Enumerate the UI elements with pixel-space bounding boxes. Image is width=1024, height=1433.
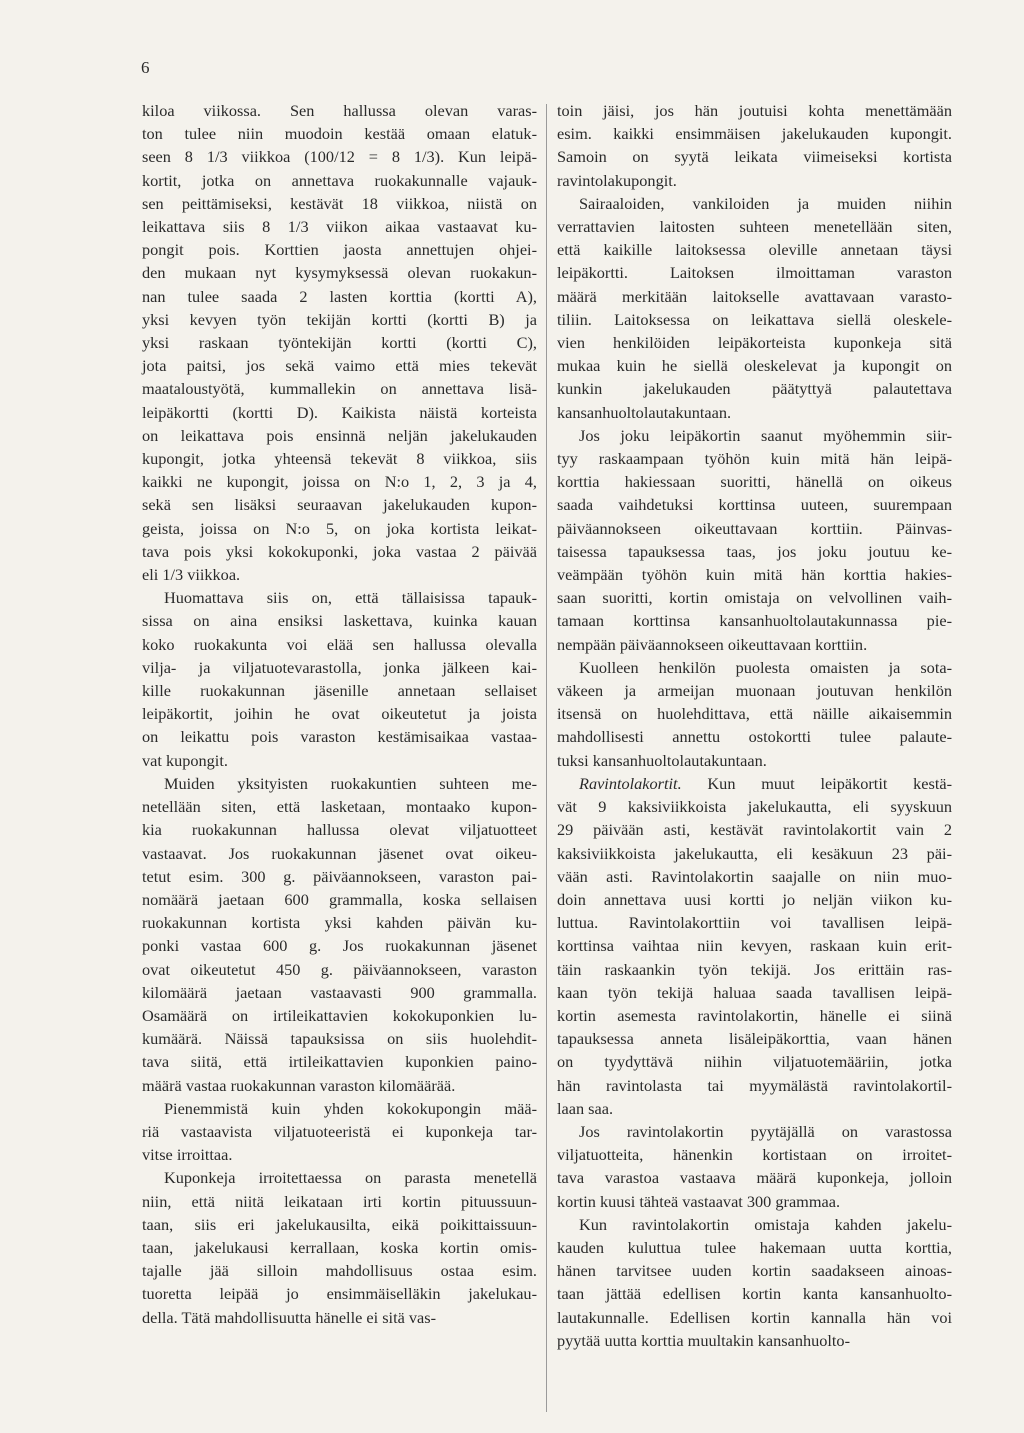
text-line: vään asti. Ravintolakortin saajalle on niin muo- (557, 866, 952, 886)
text-line: Jos joku leipäkortin saanut myöhemmin siir- (579, 425, 952, 445)
text-line: Kuponkeja irroitettaessa on parasta menetellä (164, 1168, 537, 1188)
text-line: tava pois yksi kokokuponki, joka vastaa 2 päivää (142, 541, 537, 561)
text-line: luttua. Ravintolakorttiin voi tavallisen leipä- (557, 913, 952, 933)
text-line: verrattavien laitosten suhteen menetellään siten, (557, 217, 952, 237)
text-line: kaikki ne kupongit, joissa on N:o 1, 2, 3 ja 4, (142, 472, 537, 492)
text-line: leipäkortti (kortti D). Kaikista näistä korteista (142, 402, 537, 422)
text-line: veämpään työhön kuin mitä hän korttia hakies- (557, 565, 952, 585)
text-line: tetut esim. 300 g. päiväannokseen, varaston pai- (142, 866, 537, 886)
text-line: koko ruokakunta voi elää sen hallussa olevalla (142, 634, 537, 654)
paragraph (557, 99, 952, 192)
text-line: mukaa kuin he siellä oleskelevat ja kupongit on (557, 356, 952, 376)
text-line: vilja- ja viljatuotevarastolla, jonka jälkeen kai- (142, 657, 537, 677)
text-line: taan jättää edellisen kortin kanta kansanhuolto- (557, 1284, 952, 1304)
text-line: jota paitsi, jos sekä vaimo että mies tekevät (142, 356, 537, 376)
paragraph (557, 772, 952, 1120)
text-line: vat kupongit. (142, 750, 228, 770)
left-column (142, 99, 537, 1329)
text-line: korttia hakiessaan suoritti, hänellä on oikeus (557, 472, 952, 492)
text-line: leipäkortit, joihin he ovat oikeutetut ja joista (142, 704, 537, 724)
text-line: kunkin jakelukauden päätyttyä palautettava (557, 379, 952, 399)
text-line: korttinsa vaihtaa niin kevyen, raskaan kuin erit- (557, 936, 952, 956)
text-line: vitse irroittaa. (142, 1145, 233, 1165)
text-line: yksi raskaan työntekijän kortti (kortti C), (142, 333, 537, 353)
text-line: tyy raskaampaan työhön kuin mitä hän leipä- (557, 449, 952, 469)
text-line: lautakunnalle. Edellisen kortin kannalla hän voi (557, 1307, 952, 1327)
paragraph (142, 586, 537, 772)
paragraph (557, 1213, 952, 1352)
text-line: taan, siis eri jakelukausilta, eikä poikittaissuun- (142, 1214, 537, 1234)
text-line: kiloa viikossa. Sen hallussa olevan varas- (142, 101, 537, 120)
text-line: täin raskaankin työn tekijä. Jos erittäin ras- (557, 959, 952, 979)
paragraph (557, 1120, 952, 1213)
text-line: vien henkilöiden leipäkorteista kuponkeja sitä (557, 333, 952, 353)
text-line: eli 1/3 viikkoa. (142, 565, 241, 585)
text-line: tava siitä, että irtileikattavien kuponkien paino- (142, 1052, 537, 1072)
text-line: sissa on aina ensiksi laskettava, kuinka kauan (142, 611, 537, 631)
text-line: kumäärä. Näissä tapauksissa on siis huolehdit- (142, 1029, 537, 1049)
text-line: väkeen ja armeijan muonaan joutuvan henkilön (557, 681, 952, 701)
text-line: den mukaan nyt kysymyksessä olevan ruokakun- (142, 263, 537, 283)
right-column (557, 99, 952, 1352)
column-divider (546, 104, 547, 1412)
text-line: kia ruokakunnan hallussa olevat viljatuotteet (142, 820, 537, 840)
text-line: ovat oikeutetut 450 g. päiväannokseen, varaston (142, 959, 537, 979)
paragraph (557, 656, 952, 772)
text-line: on tyydyttävä niihin viljatuotemääriin, jotka (557, 1052, 952, 1072)
text-line: kauden kuluttua tulee hakemaan uutta korttia, (557, 1237, 952, 1257)
paragraph (142, 772, 537, 1097)
paragraph (557, 424, 952, 656)
text-line: määrä merkitään laitokselle avattavaan varasto- (557, 286, 952, 306)
text-line: vastaavat. Jos ruokakunnan jäsenet ovat oikeu- (142, 843, 537, 863)
text-line: leikattava siis 8 1/3 viikon aikaa vastaavat ku- (142, 217, 537, 237)
text-line: kortin asemesta ravintolakortin, hänelle ei siinä (557, 1005, 952, 1025)
text-line: tuksi kansanhuoltolautakuntaan. (557, 750, 767, 770)
paragraph (557, 192, 952, 424)
paragraph (142, 99, 537, 586)
text-line: Sairaaloiden, vankiloiden ja muiden niihin (579, 193, 952, 213)
text-line: tuoretta leipää jo ensimmäiselläkin jakelukau- (142, 1284, 537, 1304)
text-line: Samoin on syytä leikata viimeiseksi kortista (557, 147, 952, 167)
text-line: saan suoritti, kortin omistaja on velvollinen vaih- (557, 588, 952, 608)
text-line: saada vaihdetuksi korttinsa uuteen, suurempaan (557, 495, 952, 515)
text-line: toin jäisi, jos hän joutuisi kohta menettämään (557, 101, 952, 120)
text-line: taan, jakelukausi kerrallaan, koska kortin omis- (142, 1237, 537, 1257)
text-line: tapauksessa anneta lisäleipäkorttia, vaan hänen (557, 1029, 952, 1049)
text-line: hänen tarvitsee uuden kortin saadakseen ainoas- (557, 1261, 952, 1281)
text-line: ravintolakupongit. (557, 170, 677, 190)
text-line: päiväannokseen oikeuttavaan korttiin. Päinvas- (557, 518, 952, 538)
text-line: Muiden yksityisten ruokakuntien suhteen me- (164, 773, 537, 793)
text-line: tajalle jää silloin mahdollisuus ostaa esim. (142, 1261, 537, 1281)
text-line: ruokakunnan kortista yksi kahden päivän ku- (142, 913, 537, 933)
text-line: leipäkortti. Laitoksen ilmoittaman varaston (557, 263, 952, 283)
text-line: nomäärä jaetaan 600 grammalla, koska sellaisen (142, 889, 537, 909)
text-line: kaan työn tekijä haluaa saada tavallisen leipä- (557, 982, 952, 1002)
text-line: tamaan korttinsa kansanhuoltolautakunnassa pie- (557, 611, 952, 631)
text-line: ton tulee niin muodoin kestää omaan elatuk- (142, 124, 537, 144)
text-line: nan tulee saada 2 lasten korttia (kortti A), (142, 286, 537, 306)
text-line: Kuolleen henkilön puolesta omaisten ja sota- (579, 657, 952, 677)
text-line: pongit pois. Korttien jaosta annettujen ohjei- (142, 240, 537, 260)
text-line: riä vastaavista viljatuoteeristä ei kuponkeja tar- (142, 1121, 537, 1141)
text-line: yksi kevyen työn tekijän kortti (kortti B) ja (142, 309, 537, 329)
page-number: 6 (141, 58, 150, 77)
section-heading: Ravintolakortit. (579, 773, 682, 793)
text-line: itsensä on huolehdittava, että näille aikaisemmin (557, 704, 952, 724)
text-line: taisessa tapauksessa taas, jos joku joutuu ke- (557, 541, 952, 561)
text-line: esim. kaikki ensimmäisen jakelukauden kupongit. (557, 124, 952, 144)
text-line: mahdollisesti annettu ostokortti tulee palaute- (557, 727, 952, 747)
text-line: pyytää uutta korttia muultakin kansanhuolto- (557, 1330, 850, 1350)
text-line: niin, että niitä leikataan irti kortin pituussuun- (142, 1191, 537, 1211)
text-line: kilomäärä jaetaan vastaavasti 900 grammalla. (142, 982, 537, 1002)
text-line: Kun ravintolakortin omistaja kahden jakelu- (579, 1214, 952, 1234)
text-line: kortit, jotka on annettava ruokakunnalle vajauk- (142, 170, 537, 190)
text-line: Ravintolakortit. Kun muut leipäkortit kestä- (579, 773, 952, 793)
text-line: kansanhuoltolautakuntaan. (557, 402, 732, 422)
text-line: geista, joissa on N:o 5, on joka kortista leikat- (142, 518, 537, 538)
text-line: 29 päivään asti, kestävät ravintolakortit vain 2 (557, 820, 952, 840)
text-line: sekä sen lisäksi seuraavan jakelukauden kupon- (142, 495, 537, 515)
paragraph (142, 1097, 537, 1167)
text-line: seen 8 1/3 viikkoa (100/12 = 8 1/3). Kun leipä- (142, 147, 537, 167)
text-line: della. Tätä mahdollisuutta hänelle ei sitä vas- (142, 1307, 437, 1327)
text-line: kupongit, jotka yhteensä tekevät 8 viikkoa, siis (142, 449, 537, 469)
text-line: laan saa. (557, 1098, 614, 1118)
text-line: Jos ravintolakortin pyytäjällä on varastossa (579, 1121, 952, 1141)
text-line: netellään siten, että lasketaan, montaako kupon- (142, 797, 537, 817)
text-line: on leikattava pois ensinnä neljän jakelukauden (142, 425, 537, 445)
text-line: vät 9 kaksiviikkoista jakelukautta, eli syyskuun (557, 797, 952, 817)
text-line: viljatuotteita, hänenkin kortistaan on irroitet- (557, 1145, 952, 1165)
text-line: määrä vastaa ruokakunnan varaston kilomäärää. (142, 1075, 456, 1095)
text-line: kaksiviikkoista jakelukautta, eli kesäkuun 23 päi- (557, 843, 952, 863)
text-line: kille ruokakunnan jäsenille annetaan sellaiset (142, 681, 537, 701)
text-line: tiliin. Laitoksessa on leikattava siellä oleskele- (557, 309, 952, 329)
text-line: että kaikille laitoksessa oleville annetaan täysi (557, 240, 952, 260)
text-line: Huomattava siis on, että tällaisissa tapauk- (164, 588, 537, 608)
text-line: ponki vastaa 600 g. Jos ruokakunnan jäsenet (142, 936, 537, 956)
text-line: maataloustyötä, kummallekin on annettava lisä- (142, 379, 537, 399)
text-line: tava varastoa vastaava määrä kuponkeja, jolloin (557, 1168, 952, 1188)
text-line: nempään päiväannokseen oikeuttavaan korttiin. (557, 634, 868, 654)
text-line: sen peittämiseksi, kestävät 18 viikkoa, niistä on (142, 193, 537, 213)
text-line: Pienemmistä kuin yhden kokokupongin mää- (164, 1098, 537, 1118)
paragraph (142, 1166, 537, 1328)
text-line: Osamäärä on irtileikattavien kokokuponkien lu- (142, 1005, 537, 1025)
text-line: on leikattu pois varaston kestämisaikaa vastaa- (142, 727, 537, 747)
text-line: doin annettava uusi kortti jo neljän viikon ku- (557, 889, 952, 909)
text-line: hän ravintolasta tai myymälästä ravintolakortil- (557, 1075, 952, 1095)
text-line: kortin kuusi tähteä vastaavat 300 grammaa. (557, 1191, 841, 1211)
